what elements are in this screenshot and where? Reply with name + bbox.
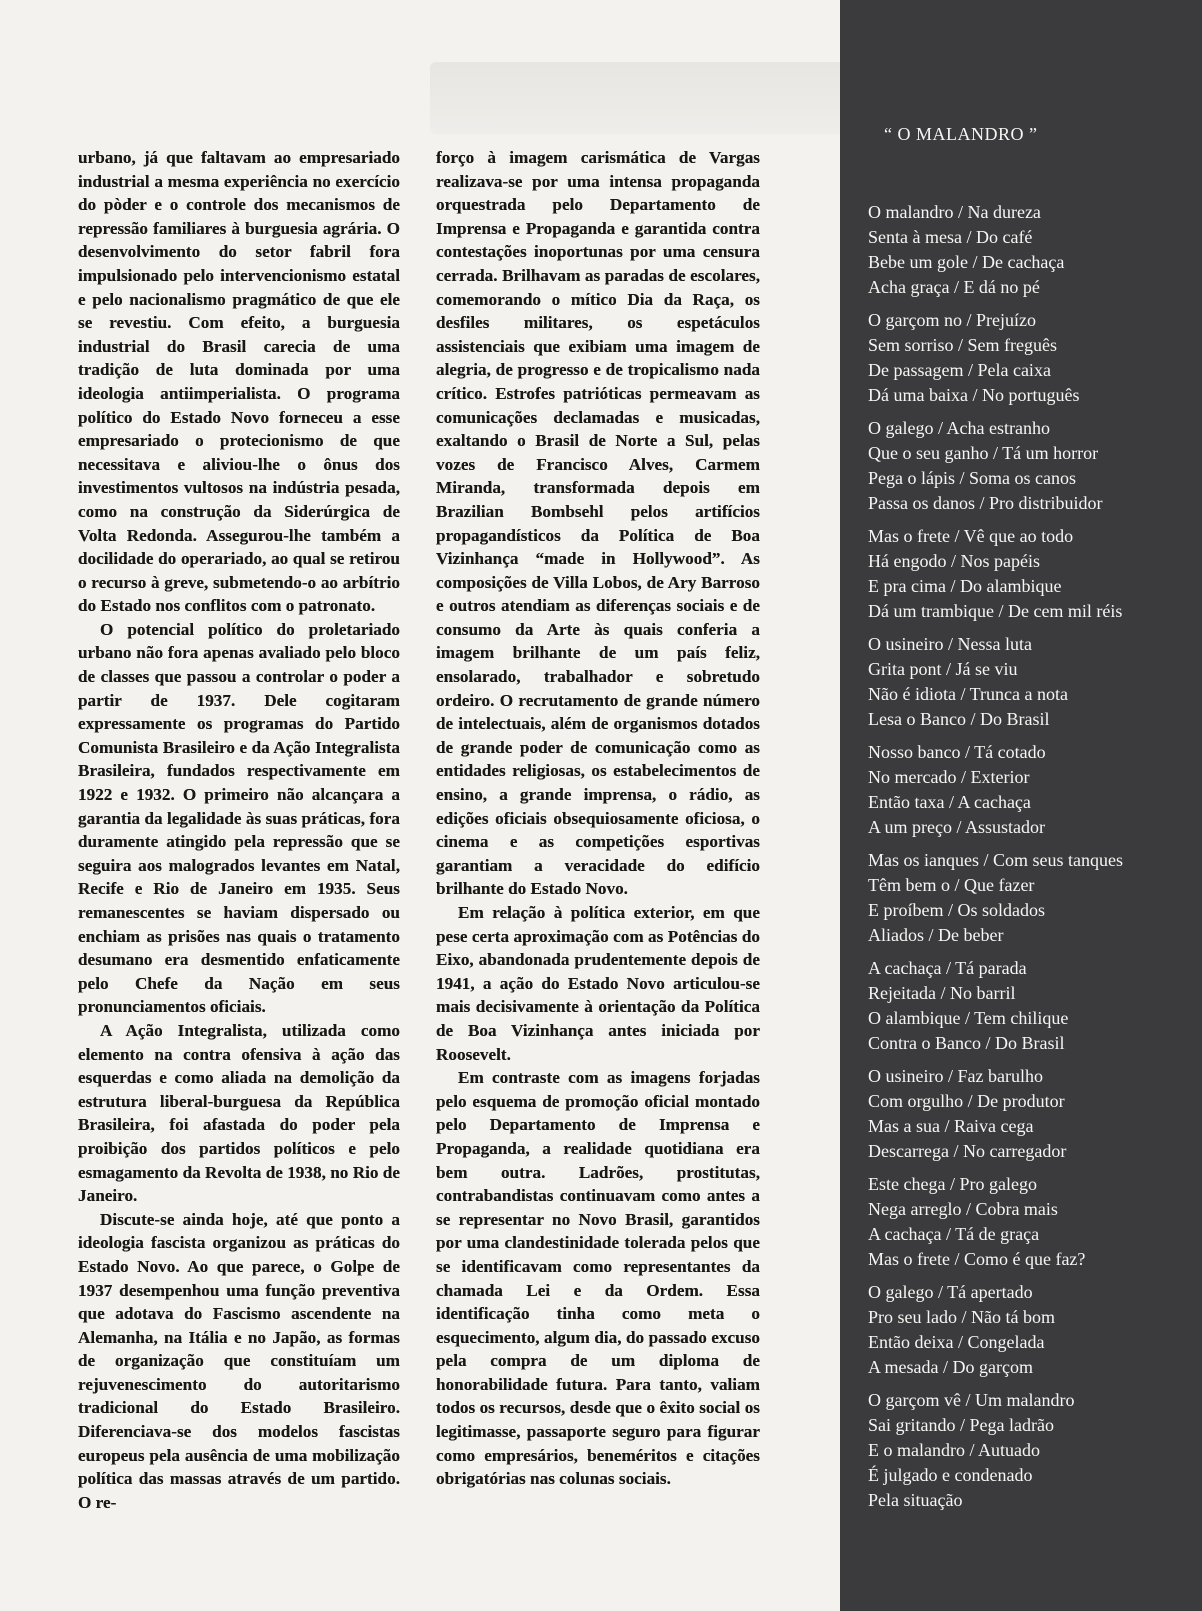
poem-stanza <box>868 632 1188 732</box>
poem-stanza <box>868 308 1188 408</box>
poem-line: O garçom vê / Um malandro <box>868 1390 1075 1410</box>
poem-line: A cachaça / Tá de graça <box>868 1224 1040 1244</box>
poem-line: Não é idiota / Trunca a nota <box>868 684 1068 704</box>
poem-line: Contra o Banco / Do Brasil <box>868 1033 1065 1053</box>
poem-line: É julgado e condenado <box>868 1465 1033 1485</box>
poem-line: Mas o frete / Como é que faz? <box>868 1249 1086 1269</box>
poem-line: Acha graça / E dá no pé <box>868 277 1040 297</box>
paragraph: A Ação Integralista, utilizada como elemento na contra ofensiva à ação das esquerdas e como aliada na demolição da estrutura liberal-burguesa da República Brasileira, foi afastada do poder pela proibição dos partidos políticos e pelo esmagamento da Revolta de 1938, no Rio de Janeiro. <box>78 1020 400 1206</box>
poem-line: Dá uma baixa / No português <box>868 385 1080 405</box>
poem-line: Passa os danos / Pro distribuidor <box>868 493 1103 513</box>
poem-line: Lesa o Banco / Do Brasil <box>868 709 1050 729</box>
poem-title: “ O MALANDRO ” <box>884 124 1038 144</box>
poem-line: O usineiro / Faz barulho <box>868 1066 1043 1086</box>
poem-line: Sem sorriso / Sem freguês <box>868 335 1057 355</box>
paragraph: urbano, já que faltavam ao empresariado industrial a mesma experiência no exercício do pòder e o controle dos mecanismos de repressão familiares à burguesia agrária. O desenvolvimento do setor fabril fora impulsionado pelo intervencionismo estatal e pelo nacionalismo pragmático de que ele se revestiu. Com efeito, a burguesia industrial do Brasil carecia de uma tradição de luta dominada por uma ideologia antiimperialista. O programa político do Estado Novo forneceu a esse empresariado o protecionismo de que necessitava e aliviou-lhe o ônus dos investimentos vultosos na indústria pesada, como na construção da Siderúrgica de Volta Redonda. Assegurou-lhe também a docilidade do operariado, ao qual se retirou o recurso à greve, submetendo-o ao arbítrio do Estado nos conflitos com o patronato. <box>78 148 400 616</box>
poem-stanza <box>868 848 1188 948</box>
poem-stanza <box>868 956 1188 1056</box>
poem-stanza <box>868 524 1188 624</box>
text-column-1 <box>78 146 400 1514</box>
poem-line: Pro seu lado / Não tá bom <box>868 1307 1055 1327</box>
poem-stanza <box>868 1280 1188 1380</box>
paragraph: O potencial político do proletariado urbano não fora apenas avaliado pelo bloco de classes que passou a controlar o poder a partir de 1937. Dele cogitaram expressamente os programas do Partido Comunista Brasileiro e da Ação Integralista Brasileira, fundados respectivamente em 1922 e 1932. O primeiro não alcançara a garantia da legalidade às suas práticas, fora duramente atingido pela repressão que se seguira aos malogrados levantes em Natal, Recife e Rio de Janeiro em 1935. Seus remanescentes se haviam dispersado ou enchiam as prisões nas quais o tratamento desumano era desmentido enfaticamente pelo Chefe da Nação em seus pronunciamentos oficiais. <box>78 619 400 1017</box>
poem-line: Então taxa / A cachaça <box>868 792 1031 812</box>
poem-line: O alambique / Tem chilique <box>868 1008 1069 1028</box>
poem-line: Nega arreglo / Cobra mais <box>868 1199 1058 1219</box>
text-column-2 <box>436 146 760 1491</box>
paragraph: Discute-se ainda hoje, até que ponto a ideologia fascista organizou as práticas do Estado Novo. Ao que parece, o Golpe de 1937 desempenhou uma função preventiva que adotava do Fascismo ascendente na Alemanha, na Itália e no Japão, as formas de organização que constituíam um rejuvenescimento do autoritarismo tradicional do Estado Brasileiro. Diferenciava-se dos modelos fascistas europeus pela ausência de uma mobilização política das massas através de um partido. O re- <box>78 1209 400 1512</box>
poem-line: A mesada / Do garçom <box>868 1357 1033 1377</box>
poem-line: De passagem / Pela caixa <box>868 360 1051 380</box>
poem-line: Grita pont / Já se viu <box>868 659 1018 679</box>
poem-line: Nosso banco / Tá cotado <box>868 742 1046 762</box>
paragraph: Em contraste com as imagens forjadas pelo esquema de promoção oficial montado pelo Departamento de Imprensa e Propaganda, a realidade quotidiana era bem outra. Ladrões, prostitutas, contrabandistas continuavam como antes a se representar no Novo Brasil, garantidos por uma clandestinidade tolerada pelos que se identificavam como representantes da chamada Lei e da Ordem. Essa identificação tinha como meta o esquecimento, algum dia, do passado excuso pela compra de um diploma de honorabilidade futura. Para tanto, valiam todos os recursos, desde que o êxito social os legitimasse, passaporte seguro para figurar como empresários, beneméritos e citações obrigatórias nas colunas sociais. <box>436 1068 760 1489</box>
poem-sidebar <box>840 0 1202 1611</box>
poem-line: A um preço / Assustador <box>868 817 1045 837</box>
poem-stanza <box>868 1172 1188 1272</box>
poem-line: Mas o frete / Vê que ao todo <box>868 526 1074 546</box>
poem-line: Bebe um gole / De cachaça <box>868 252 1065 272</box>
poem-stanza <box>868 1388 1188 1513</box>
poem-line: Então deixa / Congelada <box>868 1332 1045 1352</box>
poem-stanza <box>868 200 1188 300</box>
poem-line: Pega o lápis / Soma os canos <box>868 468 1076 488</box>
poem-line: Que o seu ganho / Tá um horror <box>868 443 1099 463</box>
poem-stanza <box>868 416 1188 516</box>
poem-stanzas <box>868 200 1188 1521</box>
poem-line: Mas os ianques / Com seus tanques <box>868 850 1123 870</box>
poem-line: O garçom no / Prejuízo <box>868 310 1036 330</box>
poem-line: Pela situação <box>868 1490 963 1510</box>
poem-line: O malandro / Na dureza <box>868 202 1041 222</box>
bleed-through-heading <box>430 62 850 134</box>
poem-line: Descarrega / No carregador <box>868 1141 1067 1161</box>
poem-line: O galego / Acha estranho <box>868 418 1050 438</box>
poem-line: O galego / Tá apertado <box>868 1282 1033 1302</box>
poem-line: E proíbem / Os soldados <box>868 900 1045 920</box>
poem-line: Senta à mesa / Do café <box>868 227 1033 247</box>
poem-stanza <box>868 1064 1188 1164</box>
poem-line: No mercado / Exterior <box>868 767 1030 787</box>
poem-line: E o malandro / Autuado <box>868 1440 1040 1460</box>
poem-line: Há engodo / Nos papéis <box>868 551 1040 571</box>
poem-line: E pra cima / Do alambique <box>868 576 1062 596</box>
poem-line: Com orgulho / De produtor <box>868 1091 1065 1111</box>
poem-line: A cachaça / Tá parada <box>868 958 1027 978</box>
poem-line: Rejeitada / No barril <box>868 983 1016 1003</box>
poem-line: O usineiro / Nessa luta <box>868 634 1032 654</box>
poem-line: Aliados / De beber <box>868 925 1004 945</box>
poem-line: Sai gritando / Pega ladrão <box>868 1415 1054 1435</box>
poem-line: Dá um trambique / De cem mil réis <box>868 601 1123 621</box>
poem-line: Mas a sua / Raiva cega <box>868 1116 1034 1136</box>
poem-line: Têm bem o / Que fazer <box>868 875 1035 895</box>
paragraph: Em relação à política exterior, em que pese certa aproximação com as Potências do Eixo, abandonada prudentemente depois de 1941, a ação do Estado Novo articulou-se mais decisivamente à orientação da Política de Boa Vizinhança antes iniciada por Roosevelt. <box>436 903 760 1064</box>
paragraph: forço à imagem carismática de Vargas realizava-se por uma intensa propaganda orquestrada pelo Departamento de Imprensa e Propaganda e garantida contra contestações inoportunas por uma censura cerrada. Brilhavam as paradas de escolares, comemorando o mítico Dia da Raça, os desfiles militares, os espetáculos assistenciais que exibiam uma imagem de alegria, de progresso e de tropicalismo nada crítico. Estrofes patrióticas permeavam as comunicações declamadas e musicadas, exaltando o Brasil de Norte a Sul, pelas vozes de Francisco Alves, Carmem Miranda, transformada depois em Brazilian Bombsehl pelos artifícios propagandísticos da Política de Boa Vizinhança “made in Hollywood”. As composições de Villa Lobos, de Ary Barroso e outros atendiam as diferenças sociais e de consumo da Arte às quais conferia a imagem brilhante de um país feliz, ensolarado, trabalhador e sobretudo ordeiro. O recrutamento de grande número de intelectuais, além de organismos dotados de grande poder de comunicação como as entidades religiosas, os estabelecimentos de ensino, a grande imprensa, o rádio, as edições oficiais obsequiosamente oficiosa, o cinema e as competições esportivas garantiam a veracidade do edifício brilhante do Estado Novo. <box>436 148 760 899</box>
poem-stanza <box>868 740 1188 840</box>
poem-line: Este chega / Pro galego <box>868 1174 1037 1194</box>
